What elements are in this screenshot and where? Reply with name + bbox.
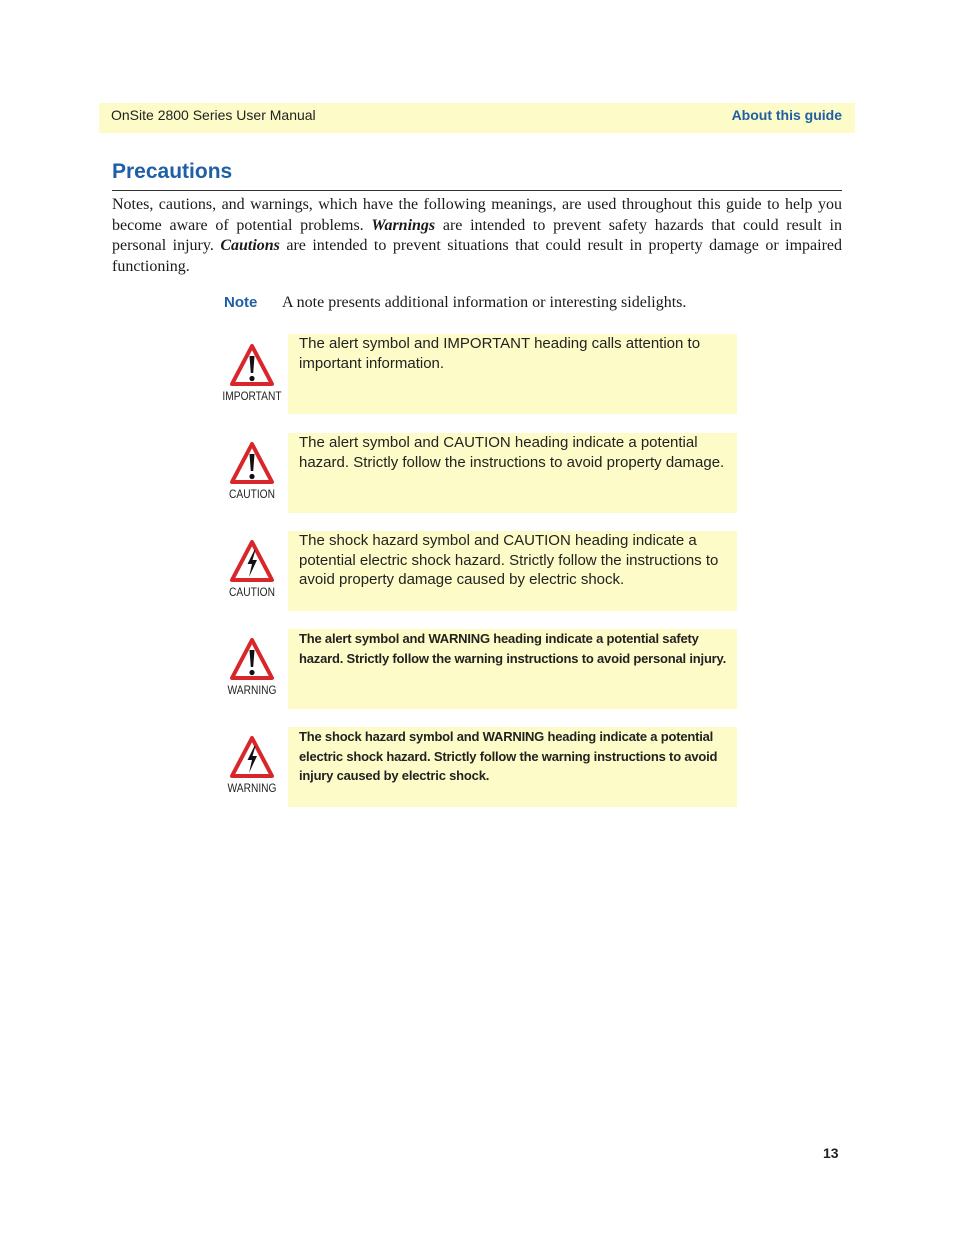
alert-icon	[229, 343, 275, 387]
note-text: A note presents additional information or interesting sidelights.	[282, 294, 687, 311]
shock-hazard-icon	[229, 735, 275, 779]
caution-symbol	[217, 441, 287, 501]
intro-paragraph: Notes, cautions, and warnings, which have the following meanings, are used throughout this guide to help you become aware of potential problems. Warnings are intended to prevent safety hazards that could result in personal injury. Cautions are intended to prevent situations that could result in property damage or impaired functioning.	[112, 196, 843, 275]
admonition-text: The alert symbol and WARNING heading indicate a potential safety hazard. Strictly follow the warning instructions to avoid personal injury.	[299, 631, 727, 666]
admonition-text: The shock hazard symbol and WARNING heading indicate a potential electric shock hazard. Strictly follow the warning instructions to avoid injury caused by electric shock.	[299, 729, 718, 783]
shock-hazard-icon	[229, 539, 275, 583]
alert-icon	[229, 441, 275, 485]
manual-title: OnSite 2800 Series User Manual	[111, 107, 316, 123]
warning-symbol	[217, 637, 287, 697]
important-symbol	[217, 343, 287, 403]
admonition-label: CAUTION	[229, 487, 275, 501]
admonition-box-important	[288, 334, 737, 414]
warning-shock-symbol	[217, 735, 287, 795]
admonition-text: The shock hazard symbol and CAUTION heading indicate a potential electric shock hazard. Strictly follow the instructions to avoid property damage caused by electric shock.	[299, 532, 719, 588]
admonition-box-caution	[288, 433, 737, 513]
admonition-text: The alert symbol and CAUTION heading indicate a potential hazard. Strictly follow the instructions to avoid property damage.	[299, 434, 725, 471]
admonition-label: WARNING	[227, 683, 277, 697]
admonition-box-warning-shock	[288, 727, 737, 807]
admonition-text: The alert symbol and IMPORTANT heading calls attention to important information.	[299, 335, 701, 372]
running-header	[99, 103, 855, 133]
admonition-box-caution-shock	[288, 531, 737, 611]
admonition-label: CAUTION	[229, 585, 275, 599]
page-number: 13	[823, 1145, 839, 1161]
section-link[interactable]: About this guide	[731, 107, 842, 123]
cautions-term: Cautions	[220, 237, 280, 254]
warnings-term: Warnings	[371, 216, 436, 234]
alert-icon	[229, 637, 275, 681]
note-label: Note	[224, 294, 258, 311]
admonition-box-warning	[288, 629, 737, 709]
page-title: Precautions	[112, 160, 233, 183]
title-divider	[112, 190, 842, 191]
admonition-label: WARNING	[227, 781, 277, 795]
admonition-label: IMPORTANT	[222, 389, 282, 403]
caution-shock-symbol	[217, 539, 287, 599]
